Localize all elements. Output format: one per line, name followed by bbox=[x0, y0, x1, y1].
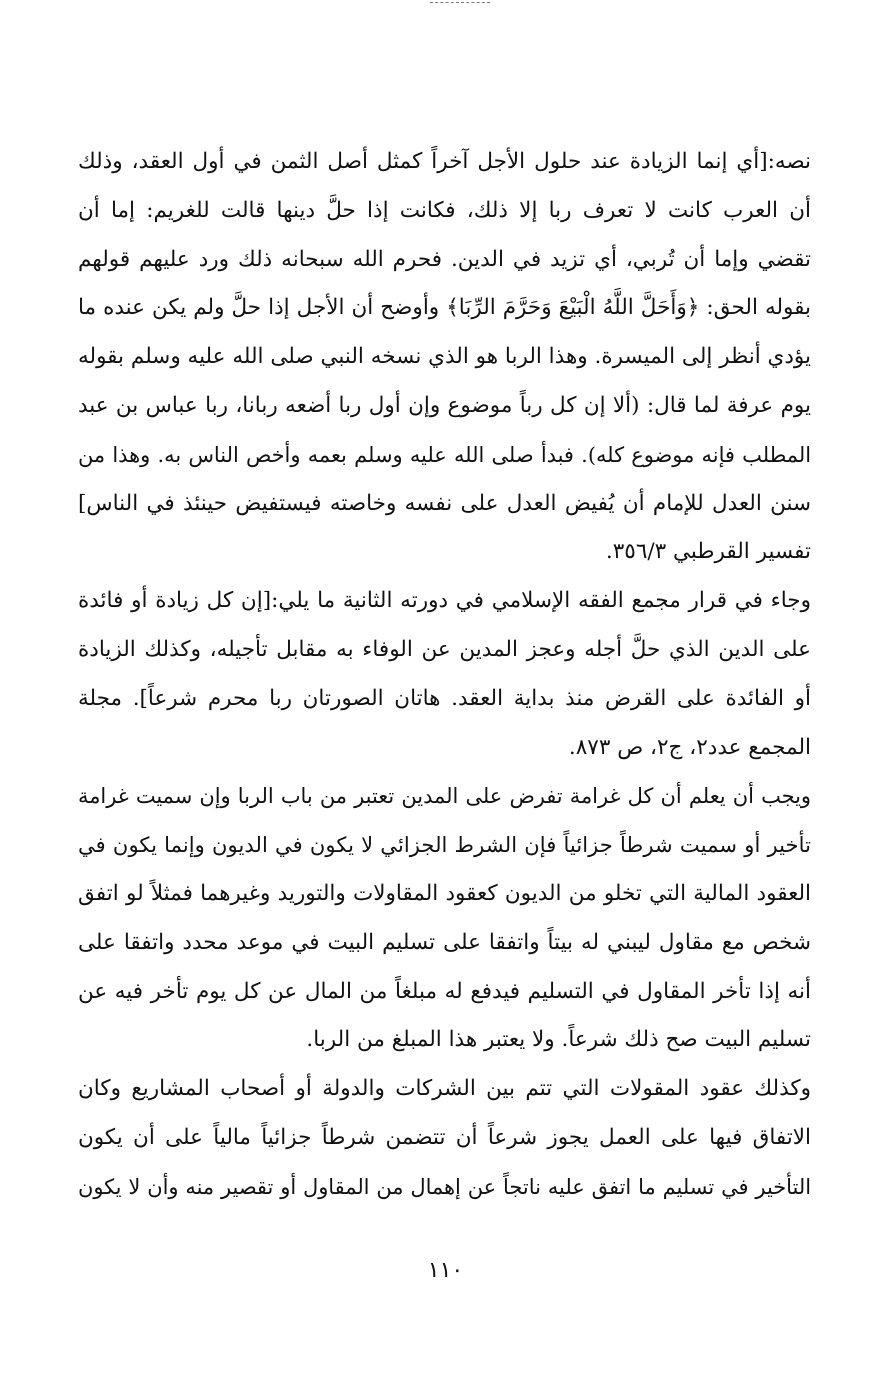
citation-line: المجمع عدد٢، ج٢، ص ٨٧٣. bbox=[568, 734, 811, 760]
text-line: المطلب فإنه موضوع كله). فبدأ صلى الله عليه وسلم بعمه وأخص الناس به. وهذا من bbox=[78, 442, 811, 467]
text-line: أن العرب كانت لا تعرف ربا إلا ذلك، فكانت إذا حلَّ دينها قالت للغريم: إما أن bbox=[78, 197, 811, 223]
text-line: تسليم البيت صح ذلك شرعاً. ولا يعتبر هذا المبلغ من الربا. bbox=[306, 1027, 811, 1053]
text-line: أو الفائدة على القرض منذ بداية العقد. هاتان الصورتان ربا محرم شرعاً]. مجلة bbox=[78, 685, 811, 711]
text-line: شخص مع مقاول ليبني له بيتاً واتفقا على تسليم البيت في موعد محدد واتفقا على bbox=[78, 929, 811, 955]
paragraph-penalty-clause bbox=[78, 772, 811, 1065]
text-line: على الدين الذي حلَّ أجله وعجز المدين عن الوفاء به مقابل تأجيله، وكذلك الزيادة bbox=[78, 636, 811, 662]
text-line: الاتفاق فيها على العمل يجوز شرعاً أن تتضمن شرطاً جزائياً مالياً على أن يكون bbox=[78, 1124, 811, 1150]
text-line: العقود المالية التي تخلو من الديون كعقود المقاولات والتوريد وغيرهما فمثلاً لو اتفق bbox=[78, 880, 811, 906]
top-edge-mark bbox=[430, 2, 490, 4]
page-number: ١١٠ bbox=[427, 1258, 464, 1283]
text-line: نصه:[أي إنما الزيادة عند حلول الأجل آخراً كمثل أصل الثمن في أول العقد، وذلك bbox=[78, 149, 811, 174]
text-line: تقضي وإما أن تُربي، أي تزيد في الدين. فحرم الله سبحانه ذلك ورد عليهم قولهم bbox=[78, 246, 811, 272]
text-line: تأخير أو سميت شرطاً جزائياً فإن الشرط الجزائي لا يكون في الديون وإنما يكون في bbox=[78, 832, 811, 858]
text-line: التأخير في تسليم ما اتفق عليه ناتجاً عن إهمال من المقاول أو تقصير منه وأن لا يكون bbox=[78, 1174, 811, 1199]
text-line: يؤدي أنظر إلى الميسرة. وهذا الربا هو الذي نسخه النبي صلى الله عليه وسلم بقوله bbox=[78, 344, 811, 370]
page-body bbox=[78, 138, 811, 1212]
text-line: وجاء في قرار مجمع الفقه الإسلامي في دورته الثانية ما يلي:[إن كل زيادة أو فائدة bbox=[78, 588, 811, 614]
paragraph-quote-qurtubi bbox=[78, 138, 811, 577]
citation-line: تفسير القرطبي ٣٥٦/٣. bbox=[605, 539, 811, 565]
paragraph-fiqh-council bbox=[78, 577, 811, 772]
text-line: يوم عرفة لما قال: (ألا إن كل رباً موضوع وإن أول ربا أضعه ربانا، ربا عباس بن عبد bbox=[78, 392, 811, 418]
text-line: أنه إذا تأخر المقاول في التسليم فيدفع له مبلغاً من المال عن كل يوم تأخر فيه عن bbox=[78, 978, 811, 1004]
text-line: ويجب أن يعلم أن كل غرامة تفرض على المدين تعتبر من باب الربا وإن سميت غرامة bbox=[78, 784, 811, 809]
text-line: وكذلك عقود المقولات التي تتم بين الشركات والدولة أو أصحاب المشاريع وكان bbox=[78, 1076, 811, 1102]
text-line-with-quran-verse: بقوله الحق: ﴿وَأَحَلَّ اللَّهُ الْبَيْعَ وَحَرَّمَ الرِّبَا﴾ وأوضح أن الأجل إذا حلَّ ولم يكن عنده ما bbox=[78, 295, 811, 321]
text-line: سنن العدل للإمام أن يُفيض العدل على نفسه وخاصته فيستفيض حينئذ في الناس] bbox=[78, 490, 811, 516]
paragraph-contracts bbox=[78, 1065, 811, 1211]
